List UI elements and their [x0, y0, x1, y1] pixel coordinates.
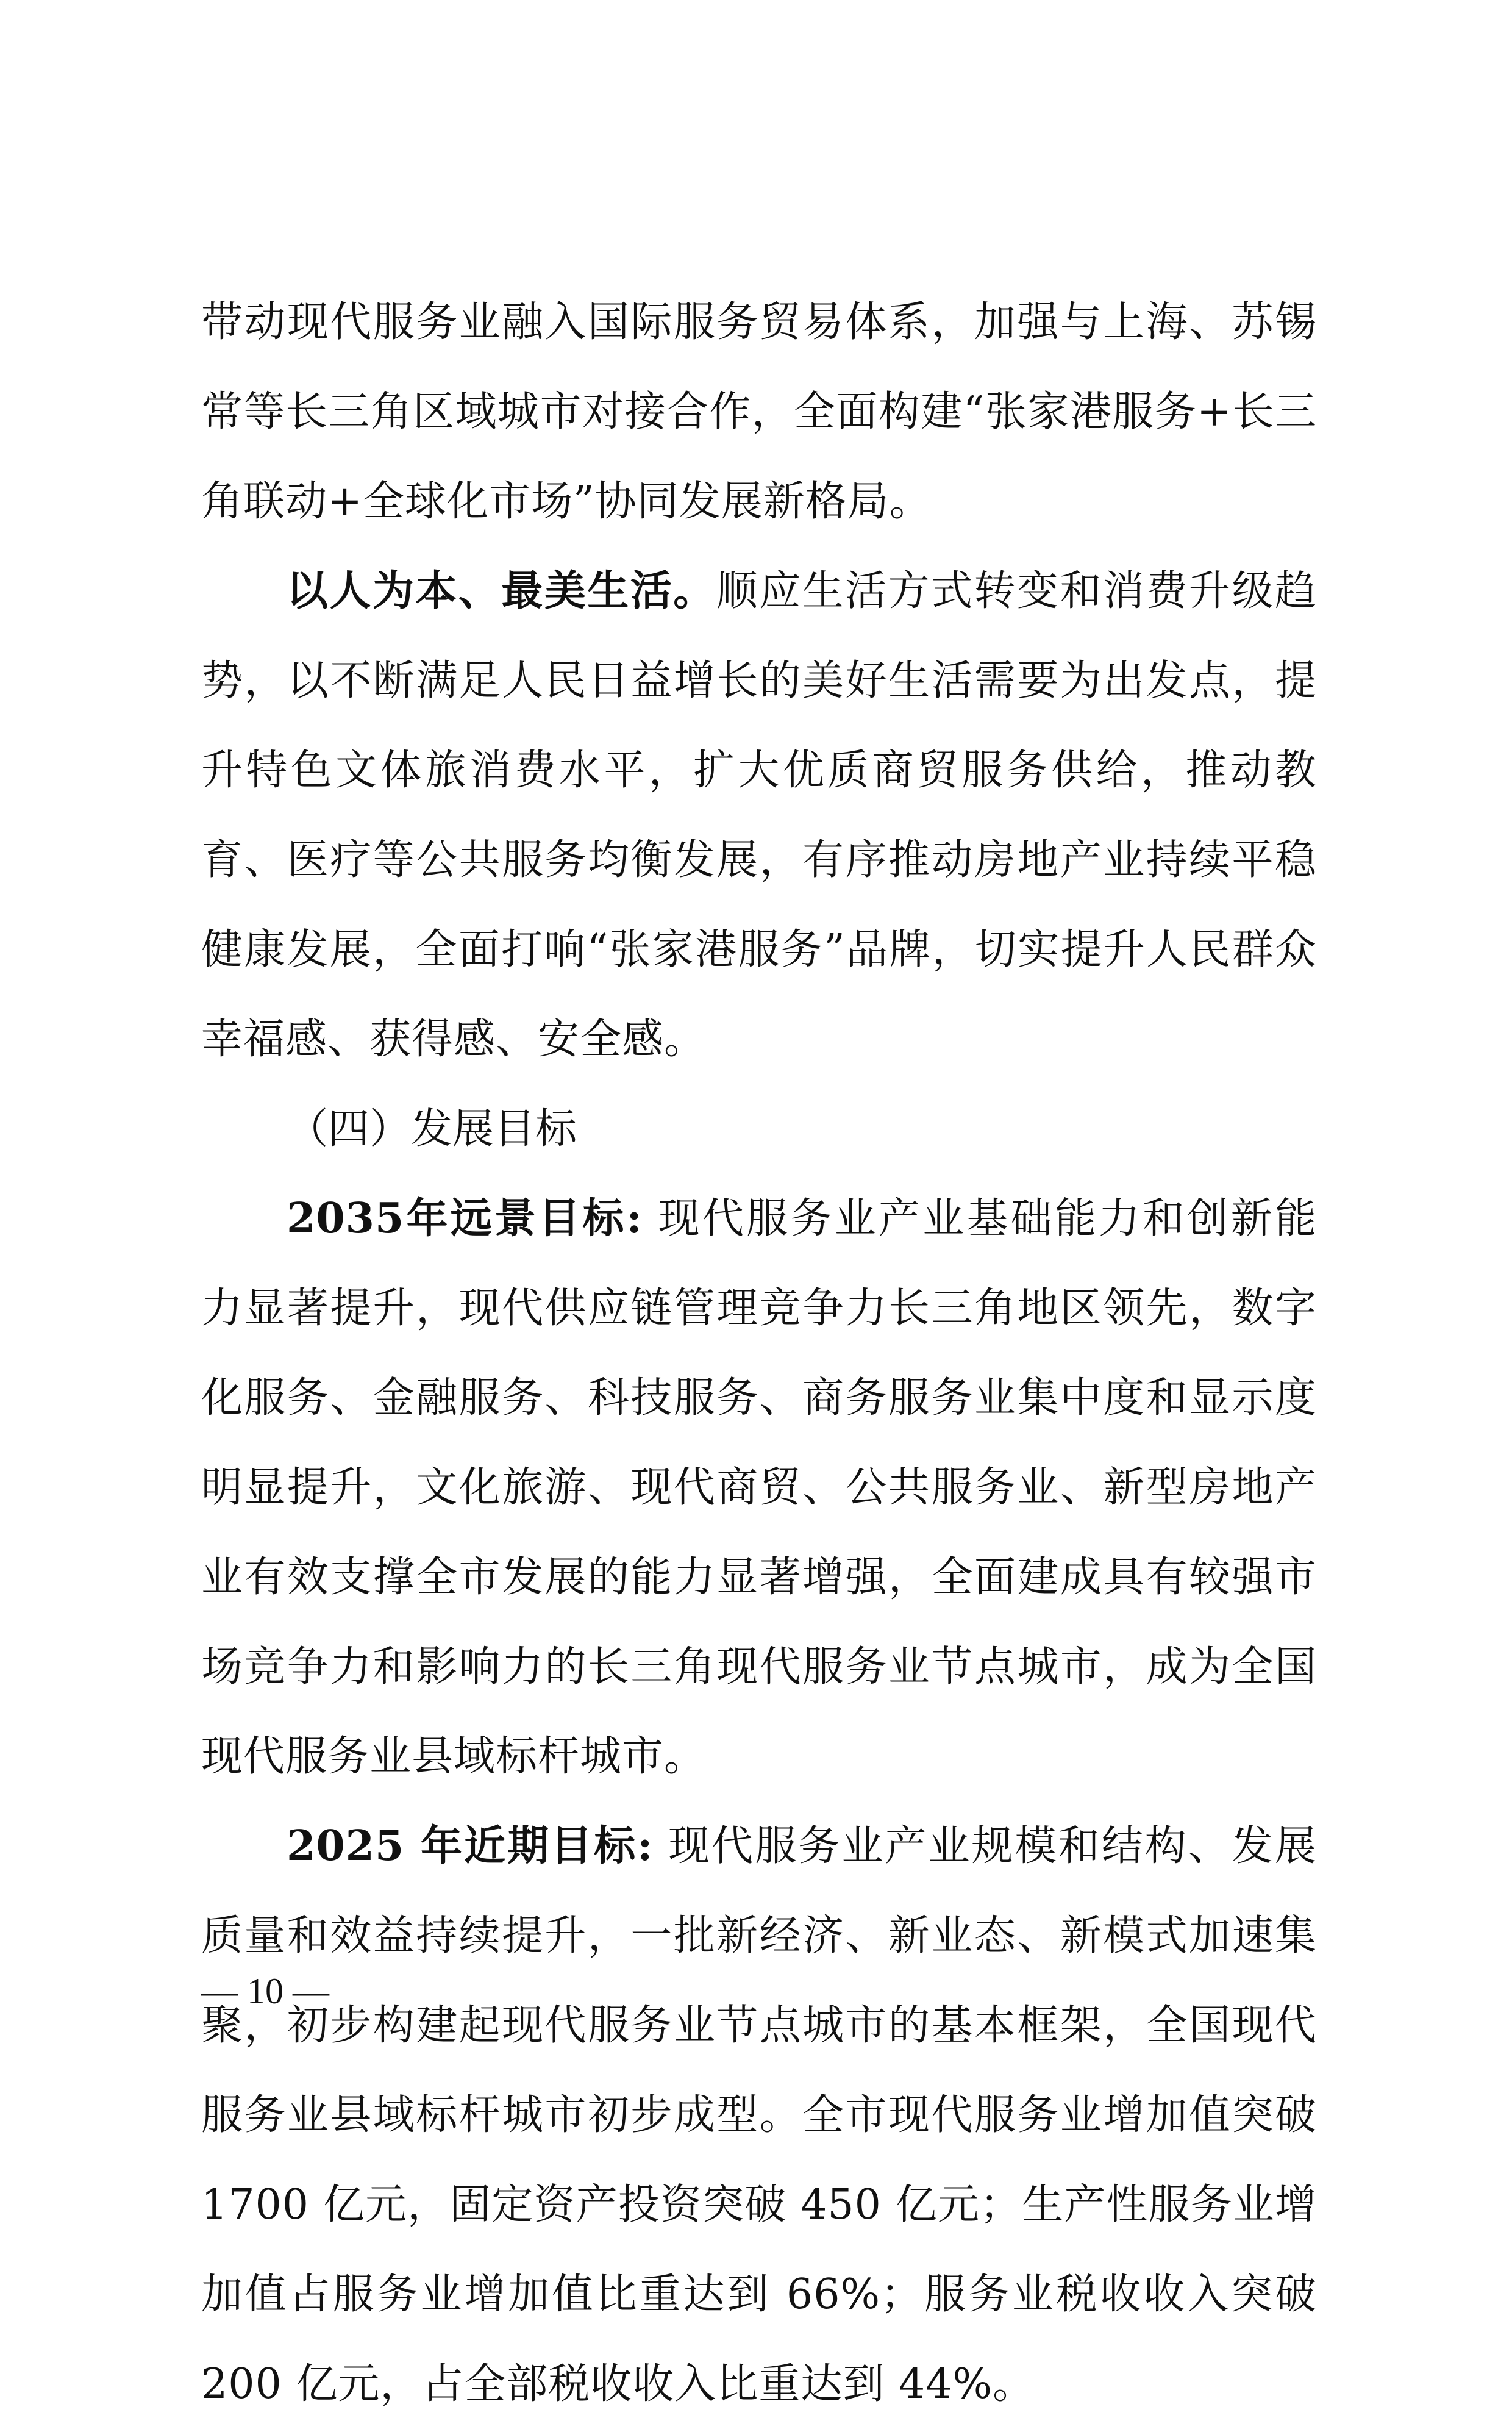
paragraph-text: 顺应生活方式转变和消费升级趋势，以不断满足人民日益增长的美好生活需要为出发点，提升特色文体旅消费水平，扩大优质商贸服务供给，推动教育、医疗等公共服务均衡发展，有序推动房地产业持续平稳健康发展，全面打响“张家港服务”品牌，切实提升人民群众幸福感、获得感、安全感。	[201, 567, 1317, 1064]
document-body	[201, 277, 1317, 2429]
goal-lead: 2025 年近期目标:	[287, 1822, 654, 1870]
paragraph-people-oriented	[201, 546, 1317, 1084]
paragraph-lead: 以人为本、最美生活。	[287, 567, 716, 615]
paragraph-service-trade	[201, 277, 1317, 546]
paragraph-text: 带动现代服务业融入国际服务贸易体系，加强与上海、苏锡常等长三角区域城市对接合作，全面构建“张家港服务+长三角联动+全球化市场”协同发展新格局。	[201, 298, 1317, 526]
goal-text: 现代服务业产业基础能力和创新能力显著提升，现代供应链管理竞争力长三角地区领先，数字化服务、金融服务、科技服务、商务服务业集中度和显示度明显提升，文化旅游、现代商贸、公共服务业、新型房地产业有效支撑全市发展的能力显著增强，全面建成具有较强市场竞争力和影响力的长三角现代服务业节点城市，成为全国现代服务业县域标杆城市。	[201, 1195, 1317, 1781]
goal-text: 现代服务业产业规模和结构、发展质量和效益持续提升，一批新经济、新业态、新模式加速集聚，初步构建起现代服务业节点城市的基本框架，全国现代服务业县域标杆城市初步成型。全市现代服务业增加值突破 1700 亿元，固定资产投资突破 450 亿元；生产性服务业增加值占服务业增加值比重达到 66%；服务业税收收入突破 200 亿元，占全部税收收入比重达到 44%。	[201, 1822, 1317, 2408]
paragraph-goal-2025	[201, 1801, 1317, 2429]
paragraph-goal-2035	[201, 1174, 1317, 1801]
section-heading: （四）发展目标	[287, 1105, 577, 1153]
goal-lead: 2035年远景目标:	[287, 1194, 643, 1243]
page-number: — 10 —	[201, 1971, 329, 2011]
